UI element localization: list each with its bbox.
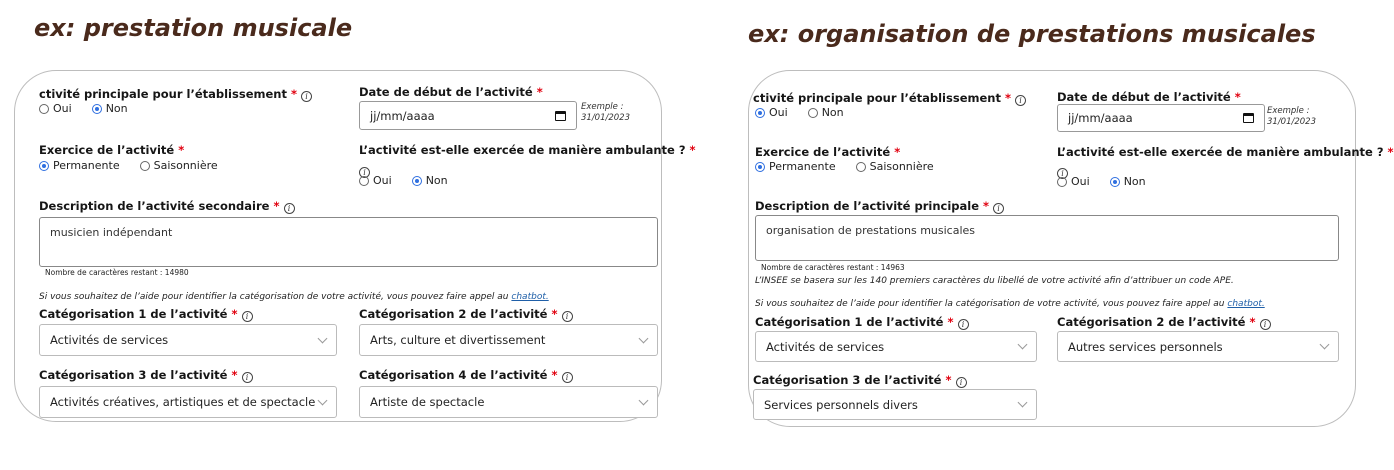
- category-2-label: Catégorisation 2 de l’activité * i: [359, 307, 573, 322]
- info-icon[interactable]: i: [359, 167, 370, 178]
- info-icon[interactable]: i: [242, 372, 253, 383]
- main-activity-label: ctivité principale pour l’établissement * i: [753, 91, 1026, 106]
- left-form-card: [14, 70, 696, 422]
- ambulant-oui-radio[interactable]: [359, 176, 369, 186]
- calendar-icon[interactable]: [555, 111, 566, 121]
- left-heading: ex: prestation musicale: [34, 14, 353, 42]
- date-example: Exemple : 31/01/2023: [1267, 106, 1316, 127]
- help-text: Si vous souhaitez de l’aide pour identifier la catégorisation de votre activité, vous pouvez faire appel au chatbot.: [39, 292, 549, 302]
- info-icon[interactable]: i: [1015, 95, 1026, 106]
- category-1-select[interactable]: Activités de services: [755, 331, 1037, 362]
- category-3-label: Catégorisation 3 de l’activité * i: [753, 373, 967, 388]
- chatbot-link[interactable]: chatbot.: [1227, 299, 1265, 309]
- description-textarea[interactable]: organisation de prestations musicales: [755, 215, 1339, 261]
- calendar-icon[interactable]: [1243, 113, 1254, 123]
- info-icon[interactable]: i: [562, 372, 573, 383]
- description-label: Description de l’activité principale * i: [755, 199, 1004, 214]
- date-example: Exemple : 31/01/2023: [581, 102, 630, 123]
- start-date-input[interactable]: jj/mm/aaaa: [1057, 104, 1265, 132]
- right-heading: ex: organisation de prestations musicales: [748, 20, 1316, 48]
- help-text: Si vous souhaitez de l’aide pour identifier la catégorisation de votre activité, vous pouvez faire appel au chatbot.: [755, 299, 1265, 309]
- info-icon[interactable]: i: [242, 311, 253, 322]
- main-activity-radios: Oui Non: [39, 102, 128, 115]
- char-counter: Nombre de caractères restant : 14980: [45, 268, 189, 277]
- char-counter: Nombre de caractères restant : 14963: [761, 263, 905, 272]
- ambulant-oui-radio[interactable]: [1057, 177, 1067, 187]
- info-icon[interactable]: i: [284, 203, 295, 214]
- category-3-label: Catégorisation 3 de l’activité * i: [39, 368, 253, 383]
- chevron-down-icon: [318, 333, 328, 343]
- info-icon[interactable]: i: [1057, 168, 1068, 179]
- ambulant-label: L’activité est-elle exercée de manière ambulante ? *: [359, 143, 696, 157]
- category-2-label: Catégorisation 2 de l’activité * i: [1057, 315, 1271, 330]
- ambulant-non-radio[interactable]: [1110, 177, 1120, 187]
- info-icon[interactable]: i: [993, 203, 1004, 214]
- exercise-saisonniere-radio[interactable]: [856, 162, 866, 172]
- category-1-select[interactable]: Activités de services: [39, 324, 337, 356]
- chatbot-link[interactable]: chatbot.: [511, 292, 549, 302]
- exercise-permanente-radio[interactable]: [755, 162, 765, 172]
- category-2-select[interactable]: Arts, culture et divertissement: [359, 324, 658, 356]
- main-activity-non-radio[interactable]: [92, 104, 102, 114]
- ambulant-label: L’activité est-elle exercée de manière ambulante ? *: [1057, 145, 1394, 159]
- exercise-label: Exercice de l’activité *: [39, 143, 185, 157]
- main-activity-oui-radio[interactable]: [755, 108, 765, 118]
- chevron-down-icon: [1320, 340, 1330, 350]
- chevron-down-icon: [318, 395, 328, 405]
- category-1-label: Catégorisation 1 de l’activité * i: [755, 315, 969, 330]
- chevron-down-icon: [1018, 398, 1028, 408]
- chevron-down-icon: [639, 395, 649, 405]
- info-icon[interactable]: i: [956, 377, 967, 388]
- exercise-permanente-radio[interactable]: [39, 161, 49, 171]
- start-date-label: Date de début de l’activité *: [359, 85, 543, 99]
- exercise-radios: Permanente Saisonnière: [755, 160, 934, 173]
- ambulant-non-radio[interactable]: [412, 176, 422, 186]
- chevron-down-icon: [1018, 340, 1028, 350]
- right-form-card: [748, 70, 1394, 427]
- main-activity-radios: Oui Non: [755, 106, 844, 119]
- category-4-label: Catégorisation 4 de l’activité * i: [359, 368, 573, 383]
- exercise-saisonniere-radio[interactable]: [140, 161, 150, 171]
- info-icon[interactable]: i: [1260, 319, 1271, 330]
- main-activity-non-radio[interactable]: [808, 108, 818, 118]
- insee-note: L’INSEE se basera sur les 140 premiers caractères du libellé de votre activité afin d’attribuer un code APE.: [755, 276, 1234, 286]
- main-activity-oui-radio[interactable]: [39, 104, 49, 114]
- description-label: Description de l’activité secondaire * i: [39, 199, 295, 214]
- ambulant-radios: Oui Non: [1057, 175, 1146, 188]
- ambulant-radios: Oui Non: [359, 174, 448, 187]
- category-3-select[interactable]: Activités créatives, artistiques et de spectacle: [39, 386, 337, 418]
- category-4-select[interactable]: Artiste de spectacle: [359, 386, 658, 418]
- main-activity-label: ctivité principale pour l’établissement * i: [39, 87, 312, 102]
- category-2-select[interactable]: Autres services personnels: [1057, 331, 1339, 362]
- start-date-label: Date de début de l’activité *: [1057, 90, 1241, 104]
- category-1-label: Catégorisation 1 de l’activité * i: [39, 307, 253, 322]
- info-icon[interactable]: i: [562, 311, 573, 322]
- category-3-select[interactable]: Services personnels divers: [753, 389, 1037, 420]
- description-textarea[interactable]: musicien indépendant: [39, 217, 658, 267]
- chevron-down-icon: [639, 333, 649, 343]
- exercise-label: Exercice de l’activité *: [755, 145, 901, 159]
- info-icon[interactable]: i: [301, 91, 312, 102]
- start-date-input[interactable]: jj/mm/aaaa: [359, 101, 577, 130]
- exercise-radios: Permanente Saisonnière: [39, 159, 218, 172]
- info-icon[interactable]: i: [958, 319, 969, 330]
